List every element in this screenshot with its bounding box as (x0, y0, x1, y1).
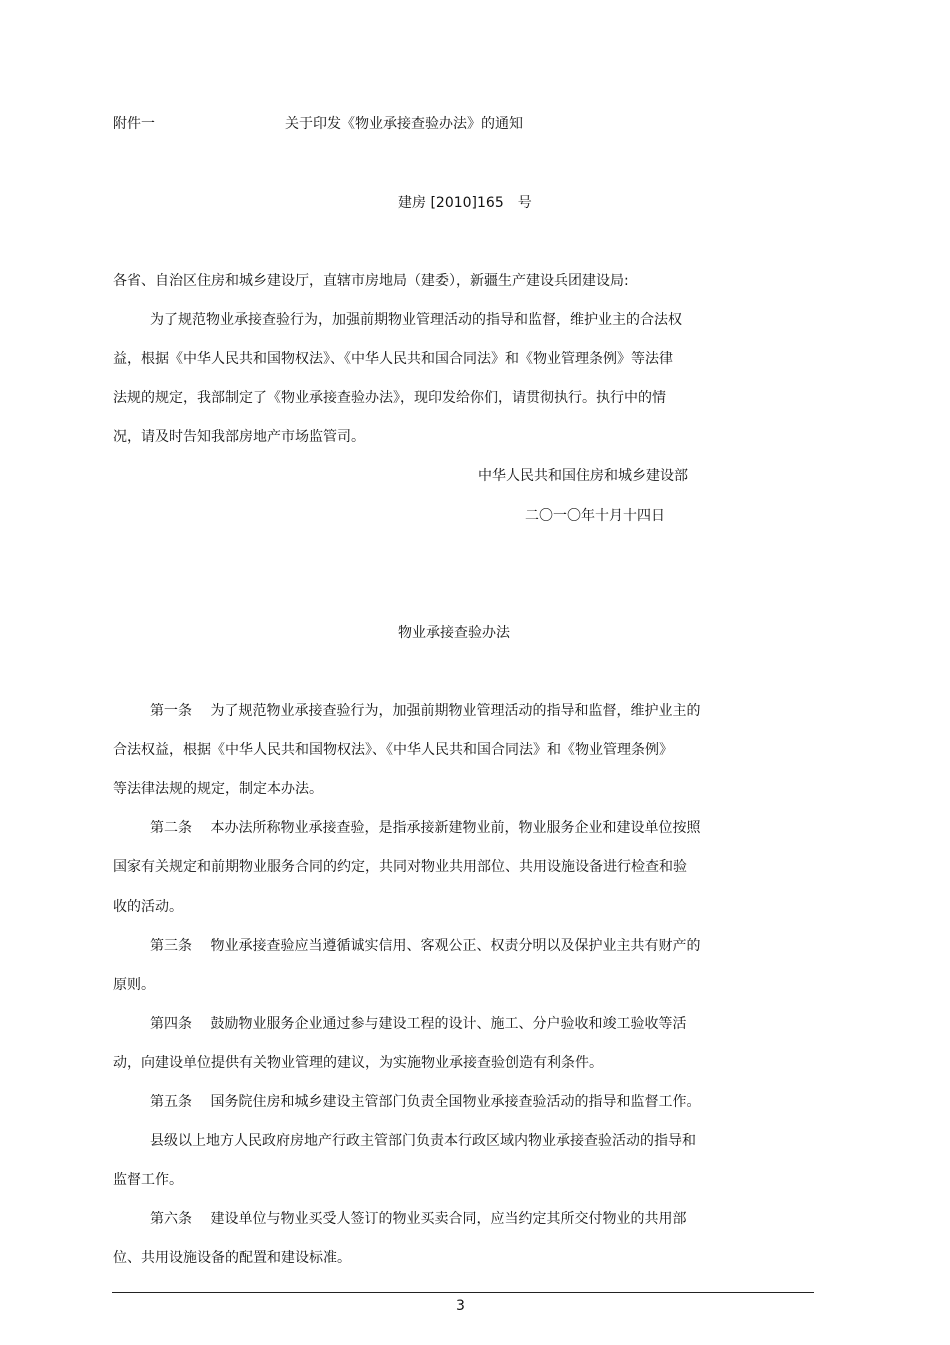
article-line: 第二条 本办法所称物业承接查验，是指承接新建物业前，物业服务企业和建设单位按照 (150, 820, 701, 836)
addressee: 各省、自治区住房和城乡建设厅，直辖市房地局（建委），新疆生产建设兵团建设局: (113, 273, 629, 289)
article-line: 等法律法规的规定，制定本办法。 (113, 781, 323, 797)
article-line: 位、共用设施设备的配置和建设标准。 (113, 1250, 351, 1266)
notice-body-line: 为了规范物业承接查验行为，加强前期物业管理活动的指导和监督，维护业主的合法权 (150, 312, 682, 328)
attachment-label: 附件一 (113, 116, 155, 132)
article-line: 收的活动。 (113, 899, 183, 915)
article-line: 国家有关规定和前期物业服务合同的约定，共同对物业共用部位、共用设施设备进行检查和验 (113, 859, 687, 875)
document-number: 建房 [2010]165 号 (398, 195, 532, 211)
article-line: 第六条 建设单位与物业买受人签订的物业买卖合同，应当约定其所交付物业的共用部 (150, 1211, 687, 1227)
article-line: 第五条 国务院住房和城乡建设主管部门负责全国物业承接查验活动的指导和监督工作。 (150, 1094, 701, 1110)
article-line: 原则。 (113, 977, 155, 993)
article-line: 监督工作。 (113, 1172, 183, 1188)
issue-date: 二〇一〇年十月十四日 (525, 508, 665, 524)
notice-body-line: 法规的规定，我部制定了《物业承接查验办法》，现印发给你们，请贯彻执行。执行中的情 (113, 390, 666, 406)
article-line: 第四条 鼓励物业服务企业通过参与建设工程的设计、施工、分户验收和竣工验收等活 (150, 1016, 687, 1032)
article-line: 合法权益，根据《中华人民共和国物权法》、《中华人民共和国合同法》和《物业管理条例》 (113, 742, 673, 758)
article-line: 动，向建设单位提供有关物业管理的建议，为实施物业承接查验创造有利条件。 (113, 1055, 603, 1071)
article-line: 第三条 物业承接查验应当遵循诚实信用、客观公正、权责分明以及保护业主共有财产的 (150, 938, 701, 954)
article-line: 第一条 为了规范物业承接查验行为，加强前期物业管理活动的指导和监督，维护业主的 (150, 703, 701, 719)
notice-title: 关于印发《物业承接查验办法》的通知 (285, 116, 523, 132)
page-number: 3 (456, 1298, 465, 1314)
regulation-title: 物业承接查验办法 (398, 625, 510, 641)
signer: 中华人民共和国住房和城乡建设部 (478, 468, 688, 484)
article-line: 县级以上地方人民政府房地产行政主管部门负责本行政区域内物业承接查验活动的指导和 (150, 1133, 696, 1149)
notice-body-line: 况，请及时告知我部房地产市场监管司。 (113, 429, 365, 445)
notice-body-line: 益，根据《中华人民共和国物权法》、《中华人民共和国合同法》和《物业管理条例》等法律 (113, 351, 673, 367)
footer-rule (112, 1292, 814, 1293)
